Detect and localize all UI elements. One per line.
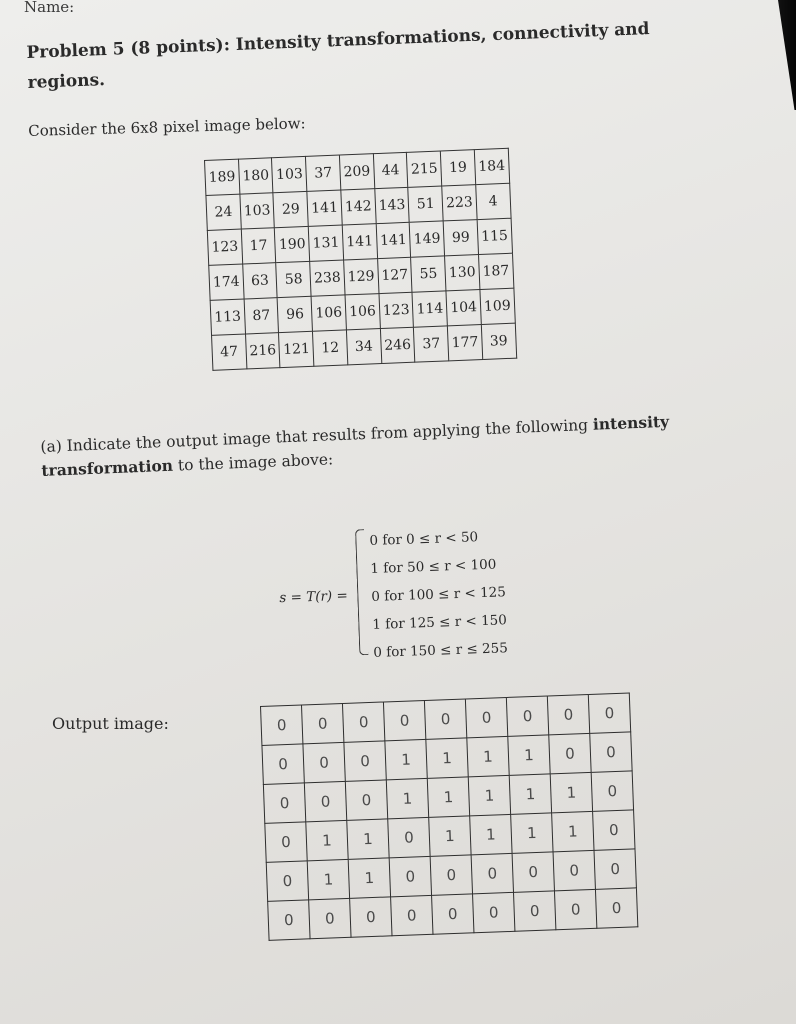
pixel-cell: 187: [478, 253, 513, 289]
formula-cases: [369, 521, 554, 667]
pixel-cell: 141: [307, 190, 342, 226]
pixel-cell: 12: [313, 330, 348, 366]
pixel-cell: 184: [474, 148, 509, 184]
pixel-cell: 246: [380, 327, 415, 363]
output-cell: 0: [506, 696, 548, 736]
output-cell: 1: [467, 736, 509, 776]
output-cell: 0: [309, 898, 351, 938]
pixel-cell: 24: [206, 194, 241, 230]
pixel-cell: 123: [207, 229, 242, 265]
formula-case: 1 for 125 ≤ r < 150: [372, 612, 508, 633]
problem-title: Problem 5 (8 points): Intensity transformations, connectivity and regions.: [26, 19, 650, 93]
pixel-cell: 113: [210, 299, 245, 335]
output-cell: 1: [550, 772, 592, 812]
output-cell: 0: [388, 817, 430, 857]
output-cell: 0: [424, 699, 466, 739]
output-cell: 0: [588, 693, 630, 733]
pixel-cell: 143: [374, 187, 409, 223]
pixel-cell: 34: [346, 329, 381, 365]
output-image-label: Output image:: [52, 714, 169, 733]
pixel-cell: 103: [240, 193, 275, 229]
pixel-cell: 141: [342, 224, 377, 260]
output-cell: 0: [266, 861, 308, 901]
output-cell: 1: [306, 820, 348, 860]
output-cell: 0: [554, 889, 596, 929]
formula-case: 1 for 50 ≤ r < 100: [370, 556, 497, 577]
pixel-cell: 190: [275, 226, 310, 262]
output-cell: 0: [553, 850, 595, 890]
output-cell: 1: [552, 811, 594, 851]
pixel-cell: 215: [407, 151, 442, 187]
pixel-cell: 4: [476, 183, 511, 219]
pixel-cell: 141: [376, 222, 411, 258]
pixel-cell: 142: [341, 189, 376, 225]
output-cell: 0: [261, 705, 303, 745]
output-cell: 1: [347, 819, 389, 859]
pixel-cell: 37: [414, 326, 449, 362]
pixel-cell: 96: [278, 296, 313, 332]
pixel-cell: 63: [242, 263, 277, 299]
pixel-cell: 39: [481, 323, 516, 359]
pixel-cell: 103: [272, 156, 307, 192]
pixel-cell: 17: [241, 228, 276, 264]
output-cell: 1: [511, 813, 553, 853]
output-cell: 0: [383, 700, 425, 740]
output-cell: 0: [593, 810, 635, 850]
formula-case: 0 for 0 ≤ r < 50: [369, 529, 479, 549]
pixel-cell: 131: [308, 225, 343, 261]
pixel-cell: 99: [443, 220, 478, 256]
pixel-cell: 87: [244, 298, 279, 334]
pixel-cell: 177: [447, 325, 482, 361]
part-a-bold: intensity transformation: [41, 411, 670, 480]
output-cell: 0: [344, 741, 386, 781]
pixel-cell: 106: [345, 294, 380, 330]
output-cell: 0: [513, 891, 555, 931]
output-cell: 0: [512, 852, 554, 892]
pixel-cell: 189: [205, 159, 240, 195]
pixel-cell: 209: [339, 154, 374, 190]
output-cell: 0: [389, 856, 431, 896]
output-cell: 0: [301, 703, 343, 743]
output-cell: 1: [508, 735, 550, 775]
output-cell: 0: [547, 694, 589, 734]
pixel-cell: 123: [379, 292, 414, 328]
pixel-cell: 44: [373, 152, 408, 188]
formula-case: 0 for 100 ≤ r < 125: [371, 584, 507, 605]
pixel-cell: 130: [445, 255, 480, 291]
output-cell: 0: [471, 853, 513, 893]
output-cell: 0: [303, 742, 345, 782]
output-cell: 0: [549, 733, 591, 773]
output-cell: 0: [594, 849, 636, 889]
output-cell: 1: [429, 816, 471, 856]
output-cell: 0: [430, 855, 472, 895]
pixel-cell: 19: [440, 150, 475, 186]
output-cell: 1: [468, 775, 510, 815]
output-cell: 0: [304, 781, 346, 821]
output-cell: 0: [350, 897, 392, 937]
pixel-cell: 114: [412, 291, 447, 327]
output-cell: 1: [307, 859, 349, 899]
output-cell: 1: [385, 739, 427, 779]
pixel-cell: 121: [279, 331, 314, 367]
output-cell: 0: [263, 783, 305, 823]
output-cell: 1: [348, 858, 390, 898]
pixel-cell: 29: [273, 191, 308, 227]
output-cell: 0: [465, 697, 507, 737]
output-cell: 1: [386, 778, 428, 818]
output-cell: 0: [265, 822, 307, 862]
output-cell: 0: [268, 900, 310, 940]
part-a-prefix: (a) Indicate the output image that results from applying the following: [40, 415, 594, 456]
pixel-table: [204, 148, 517, 371]
formula-lhs: s = T(r) =: [279, 587, 349, 607]
pixel-cell: 55: [411, 256, 446, 292]
pixel-cell: 180: [238, 158, 273, 194]
output-cell: 0: [391, 895, 433, 935]
pixel-cell: 47: [212, 334, 247, 370]
pixel-cell: 109: [480, 288, 515, 324]
formula-case: 0 for 150 ≤ r ≤ 255: [373, 640, 509, 661]
pixel-cell: 149: [410, 221, 445, 257]
output-cell: 1: [426, 738, 468, 778]
name-label: Name:: [24, 0, 75, 16]
pixel-cell: 216: [245, 333, 280, 369]
pixel-cell: 115: [477, 218, 512, 254]
output-cell: 0: [342, 702, 384, 742]
pixel-cell: 51: [408, 186, 443, 222]
part-a-suffix: to the image above:: [172, 450, 334, 475]
output-cell: 0: [473, 892, 515, 932]
pixel-cell: 58: [276, 261, 311, 297]
output-grid: [260, 692, 638, 940]
output-cell: 1: [427, 777, 469, 817]
output-cell: 0: [432, 894, 474, 934]
pixel-cell: 238: [310, 260, 345, 296]
pixel-cell: 129: [344, 259, 379, 295]
output-cell: 0: [595, 888, 637, 928]
output-cell: 1: [509, 774, 551, 814]
output-cell: 1: [470, 814, 512, 854]
pixel-cell: 104: [446, 290, 481, 326]
pixel-cell: 106: [311, 295, 346, 331]
output-cell: 0: [262, 744, 304, 784]
output-cell: 0: [345, 780, 387, 820]
pixel-cell: 127: [377, 257, 412, 293]
pixel-cell: 223: [442, 185, 477, 221]
pixel-cell: 174: [209, 264, 244, 300]
output-cell: 0: [590, 732, 632, 772]
problem-intro: Consider the 6x8 pixel image below:: [28, 114, 306, 140]
output-cell: 0: [591, 771, 633, 811]
pixel-cell: 37: [306, 155, 341, 191]
